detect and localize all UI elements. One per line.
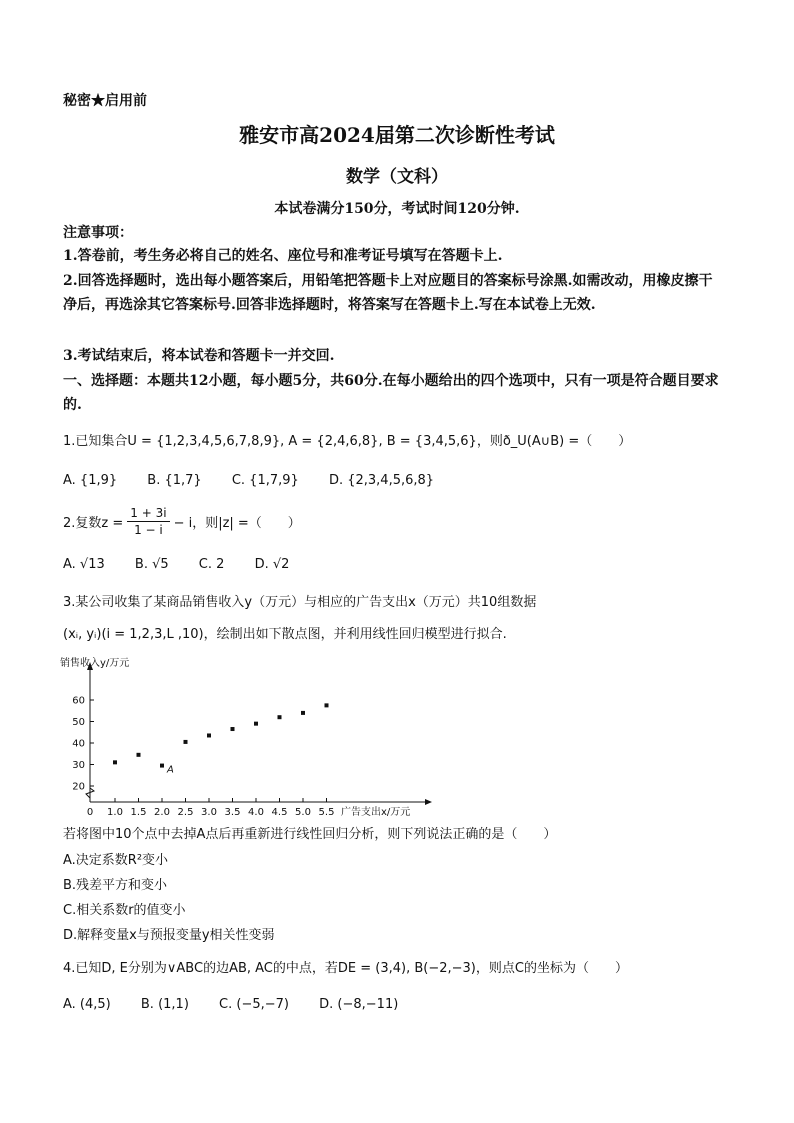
q2-option-d[interactable]: D. √2 <box>254 557 290 572</box>
q2-stem-suffix: − i，则|z| =（ ） <box>173 516 301 531</box>
x-tick-label-3: 2.0 <box>154 807 170 816</box>
q4-option-a[interactable]: A. (4,5) <box>63 997 111 1012</box>
x-tick-label-9: 5.0 <box>295 807 311 816</box>
note-2: 2.回答选择题时，选出每小题答案后，用铅笔把答题卡上对应题目的答案标号涂黑.如需改动，用橡皮擦干净后，再选涂其它答案标号.回答非选择题时，将答案写在答题卡上.写在本试卷上无效. <box>63 273 713 313</box>
q3-option-a[interactable]: A.决定系数R²变小 <box>63 853 169 868</box>
x-axis-label: 广告支出x/万元 <box>341 807 411 816</box>
question-3-stem-line2: (xᵢ, yᵢ)(i = 1,2,3,L ,10)，绘制出如下散点图，并利用线性回归模型进行拟合. <box>63 627 507 642</box>
exam-subject: 数学（文科） <box>346 167 448 187</box>
q2-fraction-numerator: 1 + 3i <box>127 505 169 522</box>
q2-option-a[interactable]: A. √13 <box>63 557 105 572</box>
data-point-5 <box>231 727 235 731</box>
data-point-8 <box>301 711 305 715</box>
data-point-4 <box>207 733 211 737</box>
question-1-options <box>63 473 460 488</box>
section-heading: 一、选择题：本题共12小题，每小题5分，共60分.在每小题给出的四个选项中，只有一项是符合题目要求的. <box>63 373 719 413</box>
q4-option-d[interactable]: D. (−8,−11) <box>319 997 399 1012</box>
x-tick-label-2: 1.5 <box>130 807 147 816</box>
q2-option-b[interactable]: B. √5 <box>134 557 169 572</box>
data-point-3 <box>184 740 188 744</box>
question-3-stem-line1: 3.某公司收集了某商品销售收入y（万元）与相应的广告支出x（万元）共10组数据 <box>63 595 537 610</box>
q1-option-a[interactable]: A. {1,9} <box>63 473 118 488</box>
x-axis-arrow <box>425 799 432 805</box>
q3-option-b[interactable]: B.残差平方和变小 <box>63 878 168 893</box>
x-tick-label-4: 2.5 <box>177 807 194 816</box>
data-point-9 <box>325 703 329 707</box>
data-point-6 <box>254 722 258 726</box>
question-4-options <box>63 997 424 1012</box>
question-2-options <box>63 557 315 572</box>
y-tick-label-1: 30 <box>72 760 85 771</box>
scatter-chart <box>60 656 440 816</box>
chart-layer <box>60 656 432 816</box>
exam-title: 雅安市高2024届第二次诊断性考试 <box>239 123 555 147</box>
question-2-stem <box>63 505 301 538</box>
q3-option-d[interactable]: D.解释变量x与预报变量y相关性变弱 <box>63 928 275 943</box>
note-1: 1.答卷前，考生务必将自己的姓名、座位号和准考证号填写在答题卡上. <box>63 248 503 264</box>
question-4-stem: 4.已知D, E分别为∨ABC的边AB, AC的中点，若DE = (3,4), B(−2,−3)，则点C的坐标为（ ） <box>63 961 628 976</box>
y-tick-label-3: 50 <box>72 717 85 728</box>
x-tick-label-1: 1.0 <box>107 807 123 816</box>
note-3: 3.考试结束后，将本试卷和答题卡一并交回. <box>63 348 335 364</box>
data-point-0 <box>113 760 117 764</box>
q2-stem-prefix: 2.复数z = <box>63 516 124 531</box>
q2-fraction <box>127 505 169 538</box>
x-tick-label-6: 3.5 <box>224 807 241 816</box>
data-point-2 <box>160 764 164 768</box>
exam-info: 本试卷满分150分，考试时间120分钟. <box>274 201 520 217</box>
data-point-7 <box>278 715 282 719</box>
x-tick-label-10: 5.5 <box>318 807 335 816</box>
q1-option-b[interactable]: B. {1,7} <box>147 473 202 488</box>
y-axis-label: 销售收入y/万元 <box>60 658 130 669</box>
confidential-label: 秘密★启用前 <box>63 93 147 109</box>
x-tick-label-8: 4.5 <box>271 807 288 816</box>
q1-option-d[interactable]: D. {2,3,4,5,6,8} <box>328 473 435 488</box>
data-point-1 <box>137 753 141 757</box>
q2-option-c[interactable]: C. 2 <box>198 557 225 572</box>
data-point-label-A: A <box>167 764 174 776</box>
q4-option-b[interactable]: B. (1,1) <box>140 997 189 1012</box>
notes-heading: 注意事项： <box>63 225 133 241</box>
y-tick-label-4: 60 <box>72 695 85 707</box>
q1-option-c[interactable]: C. {1,7,9} <box>231 473 299 488</box>
y-tick-label-0: 20 <box>72 781 85 793</box>
q3-option-c[interactable]: C.相关系数r的值变小 <box>63 903 186 918</box>
question-1-stem: 1.已知集合U = {1,2,3,4,5,6,7,8,9}, A = {2,4,6,8}, B = {3,4,5,6}，则ð_U(A∪B) =（ ） <box>63 434 632 449</box>
x-tick-label-5: 3.0 <box>201 807 217 816</box>
x-tick-label-7: 4.0 <box>248 807 264 816</box>
y-tick-label-2: 40 <box>72 738 85 750</box>
q2-fraction-denominator: 1 − i <box>134 523 163 537</box>
question-3-after: 若将图中10个点中去掉A点后再重新进行线性回归分析，则下列说法正确的是（ ） <box>63 827 557 842</box>
x-tick-label-0: 0 <box>86 807 94 816</box>
q4-option-c[interactable]: C. (−5,−7) <box>219 997 289 1012</box>
